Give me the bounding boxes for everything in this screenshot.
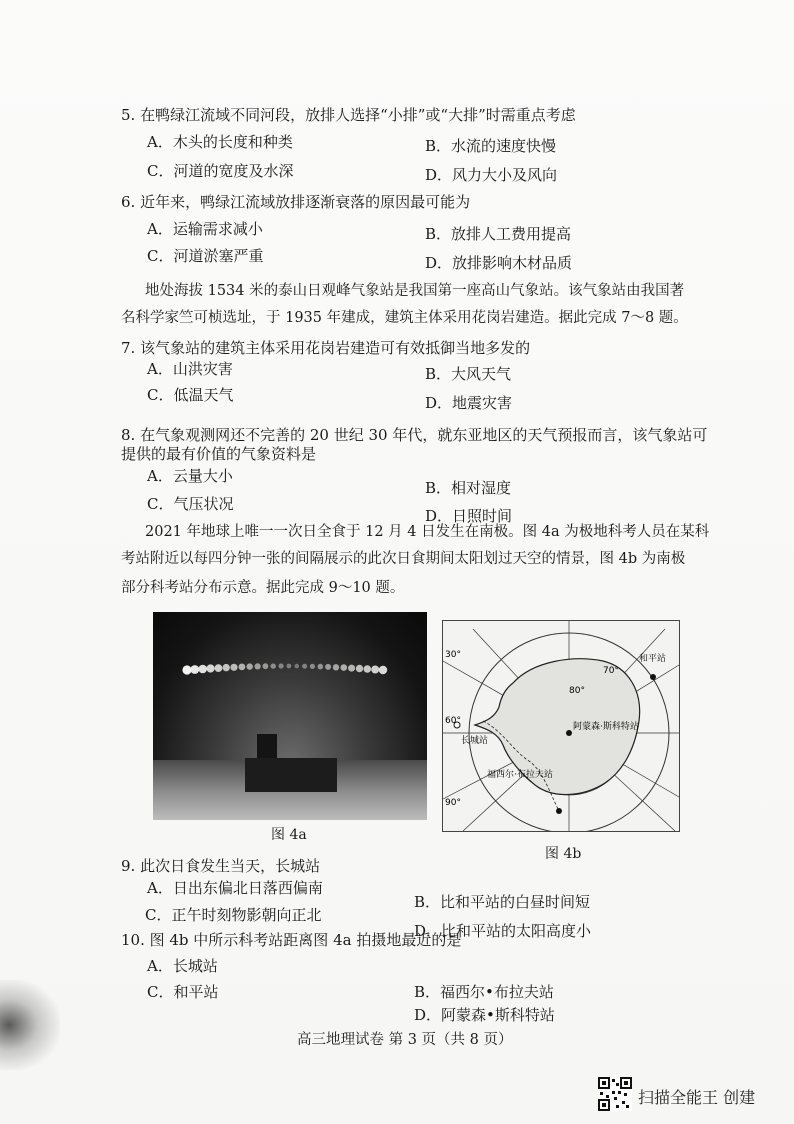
sun-exposure — [215, 664, 223, 672]
label-heping: 和平站 — [639, 654, 667, 664]
station-marker-heping — [650, 674, 656, 680]
q7-option-c: C．低温天气 — [147, 386, 234, 404]
lat-label-30: 30° — [445, 650, 461, 660]
sun-exposure — [279, 663, 284, 668]
sun-exposure — [302, 664, 307, 669]
sun-exposure — [230, 664, 237, 671]
sun-exposure — [318, 664, 324, 670]
sun-exposure — [182, 665, 191, 674]
passage-1-line-1: 地处海拔 1534 米的泰山日观峰气象站是我国第一座高山气象站。该气象站由我国著 — [145, 283, 685, 299]
q7-option-d: D．地震灾害 — [425, 394, 513, 412]
question-8-stem-line-1: 8. 在气象观测网还不完善的 20 世纪 30 年代，就东亚地区的天气预报而言，该气象站可 — [121, 426, 708, 444]
q7-option-a: A．山洪灾害 — [147, 360, 233, 378]
sun-exposure — [287, 664, 292, 669]
q6-option-c: C．河道淤塞严重 — [147, 247, 264, 265]
scanner-brand-text: 扫描全能王 创建 — [638, 1088, 756, 1107]
sun-exposure — [348, 665, 355, 672]
q8-option-d: D．日照时间 — [425, 507, 513, 525]
label-amundsen: 阿蒙森·斯科特站 — [573, 722, 639, 732]
sun-exposure — [239, 664, 246, 671]
passage-2-line-2: 考站附近以每四分钟一张的间隔展示的此次日食期间太阳划过天空的情景，图 4b 为南极 — [121, 551, 686, 567]
q10-option-d: D．阿蒙森•斯科特站 — [414, 1006, 555, 1024]
sun-exposure — [364, 665, 372, 673]
q10-option-a: A．长城站 — [147, 957, 218, 975]
figure-4a-photo — [153, 612, 427, 820]
qr-code-icon — [598, 1077, 632, 1111]
sun-exposure — [310, 664, 315, 669]
sun-exposure — [255, 663, 261, 669]
q8-option-a: A．云量大小 — [147, 467, 233, 485]
q5-option-c: C．河道的宽度及水深 — [147, 162, 294, 180]
q5-option-b: B．水流的速度快慢 — [425, 137, 557, 155]
question-6-stem: 6. 近年来，鸭绿江流域放排逐渐衰落的原因最可能为 — [121, 193, 471, 211]
q10-option-c: C．和平站 — [147, 983, 219, 1001]
label-fuxi: 福西尔·布拉夫站 — [487, 770, 553, 780]
sun-exposure — [190, 665, 199, 674]
question-9-stem: 9. 此次日食发生当天，长城站 — [121, 857, 321, 875]
sun-exposure — [271, 663, 276, 668]
figure-4a-caption: 图 4a — [271, 827, 307, 843]
q6-option-a: A．运输需求减小 — [147, 220, 263, 238]
station-building — [245, 758, 337, 792]
sun-exposure — [371, 666, 379, 674]
q7-option-b: B．大风天气 — [425, 365, 512, 383]
sun-exposure — [263, 663, 269, 669]
q9-option-b: B．比和平站的白昼时间短 — [414, 893, 591, 911]
sun-exposure — [247, 663, 253, 669]
q9-option-c: C．正午时刻物影朝向正北 — [145, 906, 322, 924]
question-7-stem: 7. 该气象站的建筑主体采用花岗岩建造可有效抵御当地多发的 — [121, 339, 531, 357]
lat-label-70: 70° — [603, 666, 619, 676]
passage-2-line-3: 部分科考站分布示意。据此完成 9～10 题。 — [121, 580, 405, 596]
page-footer: 高三地理试卷 第 3 页（共 8 页） — [297, 1032, 513, 1048]
lat-label-80: 80° — [569, 686, 585, 696]
question-5-stem: 5. 在鸭绿江流域不同河段，放排人选择“小排”或“大排”时需重点考虑 — [121, 106, 576, 124]
sun-exposure — [295, 664, 300, 669]
lat-label-60: 60° — [445, 716, 461, 726]
q6-option-d: D．放排影响木材品质 — [425, 254, 573, 272]
figure-4b-map — [442, 620, 680, 832]
q5-option-a: A．木头的长度和种类 — [147, 133, 293, 151]
q10-option-b: B．福西尔•布拉夫站 — [414, 983, 554, 1001]
q9-option-d: D．比和平站的太阳高度小 — [414, 922, 592, 940]
station-marker-fuxi — [556, 808, 562, 814]
sun-exposure — [356, 665, 363, 672]
station-marker-amundsen — [566, 730, 572, 736]
sun-exposure — [333, 664, 339, 670]
sun-exposure — [223, 664, 230, 671]
question-10-stem: 10. 图 4b 中所示科考站距离图 4a 拍摄地最近的是 — [121, 931, 462, 949]
q6-option-b: B．放排人工费用提高 — [425, 225, 572, 243]
q9-option-a: A．日出东偏北日落西偏南 — [147, 879, 323, 897]
sun-exposure — [341, 664, 348, 671]
q8-option-b: B．相对湿度 — [425, 479, 512, 497]
label-changcheng: 长城站 — [461, 736, 489, 746]
q8-option-c: C．气压状况 — [147, 495, 234, 513]
antarctica-map — [443, 621, 679, 831]
figure-4b-caption: 图 4b — [545, 846, 582, 862]
question-8-stem-line-2: 提供的最有价值的气象资料是 — [121, 445, 317, 463]
sun-exposure — [325, 664, 331, 670]
sun-exposure — [379, 666, 387, 674]
sun-exposure — [206, 664, 214, 672]
sun-exposure — [198, 665, 207, 674]
passage-1-line-2: 名科学家竺可桢选址，于 1935 年建成，建筑主体采用花岗岩建造。据此完成 7～8 题。 — [121, 310, 688, 326]
passage-2-line-1: 2021 年地球上唯一一次日全食于 12 月 4 日发生在南极。图 4a 为极地科考人员在某科 — [145, 524, 710, 540]
lat-label-90: 90° — [445, 798, 461, 808]
q5-option-d: D．风力大小及风向 — [425, 166, 558, 184]
scan-shadow — [0, 980, 60, 1070]
